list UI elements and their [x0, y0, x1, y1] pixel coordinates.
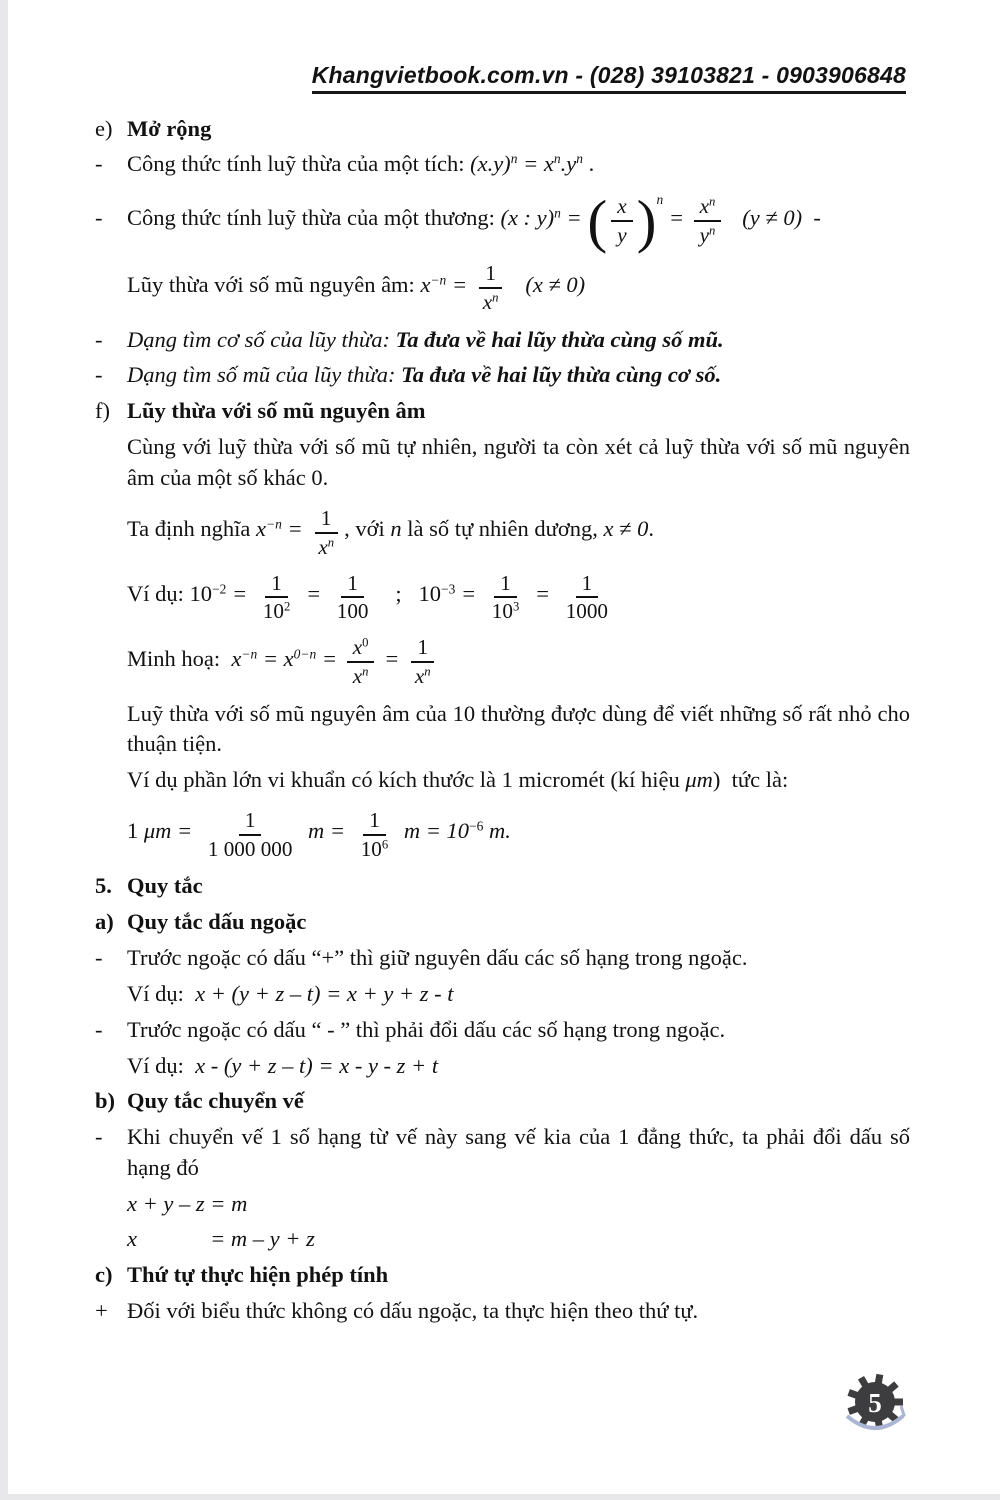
line-label: - — [95, 204, 103, 230]
text-run: 10 — [360, 836, 382, 861]
doc-line-para-10 — [95, 634, 910, 688]
doc-line-heading-0 — [95, 114, 910, 144]
text-run: 1 — [417, 635, 429, 660]
text-run: Khi chuyển vế 1 số hạng từ vế này sang vế kia của 1 đẳng thức, ta phải đổi dấu số hạng đó — [127, 1124, 910, 1180]
fraction — [486, 571, 525, 625]
text-run: là số tự nhiên dương, — [401, 516, 604, 542]
doc-line-heading-24 — [95, 1260, 910, 1290]
text-run: Quy tắc — [127, 873, 203, 899]
text-run: Dạng tìm cơ số của lũy thừa: — [127, 326, 396, 352]
text-run: Luỹ thừa với số mũ nguyên âm của 10 thường được dùng để viết những số rất nhỏ cho thuận tiện. — [127, 700, 910, 757]
text-run: ; 10 — [378, 580, 441, 606]
text-run — [137, 1226, 210, 1251]
superscript: 2 — [283, 600, 291, 615]
superscript: 0 — [362, 636, 369, 651]
text-run: (y ≠ 0) — [742, 204, 803, 230]
text-run: = — [378, 645, 405, 671]
doc-line-bullet-25 — [95, 1296, 910, 1326]
doc-line-para-9 — [95, 569, 910, 623]
superscript: n — [492, 290, 499, 305]
text-run: n — [390, 516, 402, 542]
line-label: b) — [95, 1088, 116, 1114]
line-label: - — [95, 362, 103, 388]
text-run: . — [648, 516, 654, 542]
fraction — [355, 808, 394, 862]
superscript: n — [554, 205, 561, 221]
text-run: = — [226, 580, 253, 606]
superscript: −3 — [440, 581, 456, 597]
text-run: Ta đưa về hai lũy thừa cùng cơ số. — [401, 362, 722, 388]
line-content — [127, 569, 910, 623]
text-run: Ta đưa về hai lũy thừa cùng số mũ. — [395, 326, 724, 352]
superscript: 0−n — [293, 646, 317, 662]
text-run: .y — [560, 151, 577, 177]
text-run: m — [398, 818, 421, 844]
text-run: , với — [344, 516, 391, 542]
text-run: x ≠ 0 — [603, 516, 649, 542]
text-run: 1 — [581, 570, 593, 595]
text-run: Lũy thừa với số mũ nguyên âm: — [127, 271, 421, 297]
doc-line-bullet-21 — [95, 1122, 910, 1183]
text-run: Cùng với luỹ thừa với số mũ tự nhiên, người ta còn xét cả luỹ thừa với số mũ nguyên âm của một số khác 0. — [127, 434, 910, 490]
line-content — [127, 907, 910, 937]
doc-line-heading-15 — [95, 907, 910, 937]
text-run: m. — [483, 818, 511, 844]
line-content — [127, 396, 910, 426]
line-content — [127, 699, 910, 760]
scan-edge-left — [0, 0, 8, 1500]
superscript: n — [424, 665, 431, 680]
fraction — [611, 194, 632, 248]
text-run: Thứ tự thực hiện phép tính — [127, 1262, 389, 1288]
text-run: Trước ngoặc có dấu “ - ” thì phải đổi dấu các số hạng trong ngoặc. — [127, 1016, 726, 1042]
text-run: = — [324, 818, 351, 844]
text-run: μm — [143, 818, 172, 844]
text-run: (x ≠ 0) — [525, 271, 586, 297]
line-label: + — [95, 1298, 108, 1324]
doc-line-bullet-18 — [95, 1015, 910, 1045]
line-content — [127, 325, 910, 355]
text-run: = 10 — [420, 818, 470, 844]
text-run: m — [302, 818, 325, 844]
line-content — [127, 1051, 910, 1081]
text-run: 1 — [485, 261, 496, 286]
doc-line-bullet-4 — [95, 325, 910, 355]
text-run: x — [617, 194, 627, 219]
page-number: 5 — [868, 1388, 882, 1418]
text-run: = — [171, 818, 198, 844]
superscript: −2 — [212, 581, 227, 597]
text-run: x + y – z = m — [127, 1190, 248, 1216]
superscript: n — [709, 195, 716, 210]
big-paren: ) — [636, 188, 657, 255]
text-run: Công thức tính luỹ thừa của một thương: — [127, 204, 501, 230]
text-run: x — [352, 664, 363, 689]
text-run: y — [699, 223, 710, 248]
doc-line-para-23 — [95, 1224, 910, 1254]
doc-line-heading-6 — [95, 396, 910, 426]
text-run: ) tức là: — [712, 766, 789, 792]
text-run: = — [455, 580, 482, 606]
text-run: Công thức tính luỹ thừa của một tích: — [127, 151, 471, 177]
scan-edge-bottom — [0, 1494, 1000, 1500]
line-content — [127, 1224, 910, 1254]
text-run: Dạng tìm số mũ của lũy thừa: — [127, 362, 402, 388]
text-run: 1000 — [565, 599, 608, 624]
line-content — [127, 149, 910, 179]
doc-line-para-12 — [95, 765, 910, 795]
page-header-website: Khangvietbook.com.vn - (028) 39103821 - 0903906848 — [312, 62, 906, 94]
document-lines — [95, 114, 910, 1327]
fraction — [331, 571, 375, 625]
fraction — [347, 635, 375, 689]
doc-line-para-8 — [95, 504, 910, 558]
text-run: μm — [685, 766, 713, 792]
text-run: = — [316, 645, 343, 671]
line-content — [127, 1122, 910, 1183]
superscript: n — [362, 665, 369, 680]
superscript: n — [656, 191, 664, 207]
doc-line-heading-14 — [95, 871, 910, 901]
doc-line-bullet-5 — [95, 360, 910, 390]
line-content — [127, 504, 910, 558]
text-run: Quy tắc dấu ngoặc — [127, 909, 307, 935]
line-content — [127, 806, 910, 860]
text-run: . — [582, 151, 595, 177]
text-run: x - (y + z – t) = x - y - z + t — [195, 1052, 439, 1078]
line-label: - — [95, 326, 103, 352]
doc-line-bullet-16 — [95, 943, 910, 973]
text-run: Lũy thừa với số mũ nguyên âm — [127, 398, 426, 424]
doc-line-para-22 — [95, 1189, 910, 1219]
line-content — [127, 765, 910, 795]
text-run: 1 — [369, 807, 380, 832]
line-label: - — [95, 944, 103, 970]
superscript: n — [576, 151, 583, 167]
doc-line-para-13 — [95, 806, 910, 860]
text-run: = x — [517, 151, 554, 177]
superscript: −6 — [469, 818, 484, 834]
line-content — [127, 871, 910, 901]
text-run: 1 — [244, 807, 256, 832]
superscript: 3 — [512, 600, 520, 615]
line-content — [127, 360, 910, 390]
text-run: Minh hoạ: — [127, 645, 232, 671]
superscript: −n — [266, 516, 282, 532]
doc-line-heading-20 — [95, 1086, 910, 1116]
text-run: x — [318, 534, 328, 559]
text-run: - — [802, 204, 821, 230]
text-run: Ta định nghĩa — [127, 516, 257, 542]
text-run: Quy tắc chuyển vế — [127, 1088, 304, 1114]
line-content — [127, 1296, 910, 1326]
superscript: −n — [430, 271, 447, 287]
line-content — [127, 188, 910, 255]
text-run: 1 — [347, 570, 358, 595]
text-run: x — [352, 635, 363, 660]
line-label: f) — [95, 398, 110, 424]
text-run: = — [281, 516, 309, 542]
big-paren: ( — [587, 188, 608, 255]
text-run: Mở rộng — [127, 115, 212, 141]
text-run — [508, 272, 525, 297]
text-run: x — [256, 516, 267, 542]
text-run: y — [617, 223, 627, 248]
text-run: Đối với biểu thức không có dấu ngoặc, ta thực hiện theo thứ tự. — [127, 1298, 699, 1324]
line-label: - — [95, 151, 103, 177]
superscript: −n — [241, 646, 258, 662]
fraction — [560, 571, 614, 625]
line-content — [127, 634, 910, 688]
fraction — [257, 571, 296, 625]
fraction — [477, 261, 505, 315]
text-run: x — [482, 290, 493, 315]
doc-line-para-19 — [95, 1051, 910, 1081]
line-label: - — [95, 1124, 103, 1150]
line-label: c) — [95, 1262, 113, 1288]
text-run: Trước ngoặc có dấu “+” thì giữ nguyên dấu các số hạng trong ngoặc. — [127, 944, 748, 970]
line-label: a) — [95, 909, 114, 935]
doc-line-para-7 — [95, 432, 910, 493]
document-body — [95, 108, 910, 1332]
text-run: 10 — [491, 599, 513, 624]
line-content — [127, 114, 910, 144]
text-run: = m – y + z — [210, 1226, 315, 1252]
text-run: Ví dụ: — [127, 1052, 196, 1078]
text-run: 1 — [320, 505, 332, 530]
fraction — [312, 506, 340, 560]
superscript: n — [709, 224, 716, 239]
text-run: Ví dụ phần lớn vi khuẩn có kích thước là 1 micromét (kí hiệu — [127, 766, 686, 792]
doc-line-para-11 — [95, 699, 910, 760]
line-label: 5. — [95, 873, 112, 899]
page-number-badge — [838, 1370, 912, 1450]
text-run: = x — [257, 645, 294, 671]
text-run: = — [446, 271, 473, 297]
text-run: (x.y) — [470, 151, 511, 177]
text-run: x — [420, 271, 431, 297]
text-run: x — [414, 664, 425, 689]
line-content — [127, 1260, 910, 1290]
text-run — [725, 205, 742, 230]
text-run: = — [529, 580, 556, 606]
line-content — [127, 943, 910, 973]
text-run: x + (y + z – t) = x + y + z - t — [195, 980, 454, 1006]
text-run: 1 — [127, 818, 144, 844]
line-content — [127, 1086, 910, 1116]
superscript: n — [553, 151, 561, 167]
line-content — [127, 979, 910, 1009]
fraction — [409, 635, 437, 689]
doc-line-bullet-1 — [95, 149, 910, 179]
text-run: 1 — [500, 570, 511, 595]
text-run: x — [231, 645, 242, 671]
doc-line-bullet-2 — [95, 188, 910, 255]
line-content — [127, 260, 910, 314]
line-content — [127, 1015, 910, 1045]
fraction — [202, 808, 299, 862]
text-run: x — [127, 1226, 137, 1252]
text-run: 1 000 000 — [207, 836, 293, 861]
text-run: = — [560, 204, 588, 230]
text-run: Ví dụ: — [127, 980, 196, 1006]
superscript: n — [510, 151, 518, 167]
text-run: (x : y) — [500, 204, 555, 230]
text-run: Ví dụ: 10 — [127, 580, 213, 606]
line-content — [127, 432, 910, 493]
text-run: 100 — [336, 599, 369, 624]
doc-line-para-17 — [95, 979, 910, 1009]
superscript: n — [327, 535, 335, 550]
text-run: = — [300, 580, 327, 606]
superscript: 6 — [381, 837, 389, 852]
text-run: 10 — [262, 599, 284, 624]
text-run: 1 — [271, 570, 282, 595]
text-run: x — [699, 194, 710, 219]
line-content — [127, 1189, 910, 1219]
text-run: = — [663, 204, 690, 230]
line-label: e) — [95, 115, 113, 141]
fraction — [694, 194, 722, 248]
line-label: - — [95, 1016, 103, 1042]
doc-line-para-3 — [95, 260, 910, 314]
